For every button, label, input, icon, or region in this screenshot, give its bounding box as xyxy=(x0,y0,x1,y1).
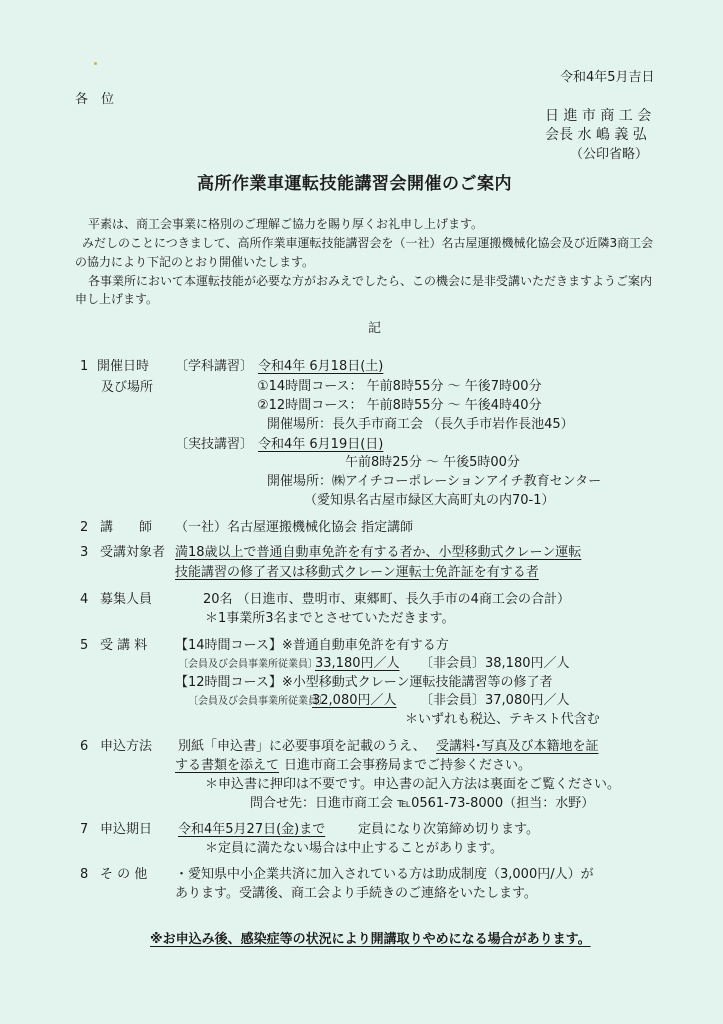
item-1-label: 開催日時 xyxy=(97,359,150,374)
other-line-2: あります。受講後、商工会より手続きのご連絡をいたします。 xyxy=(175,886,537,901)
intro-line-3: の協力により下記のとおり開催いたします。 xyxy=(75,255,315,269)
apply-line-2b: 日進市商工会事務局までご持参ください。 xyxy=(284,758,532,773)
capacity-line-1: 20名 （日進市、豊明市、東郷町、長久手市の4商工会の合計） xyxy=(203,592,570,607)
intro-line-1: 平素は、商工会事業に格別のご理解ご協力を賜り厚くお礼申し上げます。 xyxy=(88,217,484,231)
fee-14-heading: 【14時間コース】※普通自動車免許を有する方 xyxy=(175,638,449,653)
speck-mark xyxy=(94,62,97,65)
intro-line-2: みだしのことにつきまして、高所作業車運転技能講習会を（一社）名古屋運搬機械化協会及び近隣3商工会 xyxy=(82,236,654,250)
ki-heading: 記 xyxy=(368,321,382,336)
deadline-text: 定員になり次第締め切ります。 xyxy=(358,822,539,837)
jitsugi-venue-address: （愛知県名古屋市緑区大高町丸の内70-1） xyxy=(304,493,555,508)
item-2-label: 講 師 xyxy=(100,520,153,535)
item-4-label: 募集人員 xyxy=(100,592,153,607)
item-1-label-2: 及び場所 xyxy=(101,380,154,395)
organization-name: 日 進 市 商 工 会 xyxy=(545,108,652,124)
gakka-venue: 開催場所：長久手市商工会 （長久手市岩作長池45） xyxy=(267,417,574,432)
eligibility-line-1: 満18歳以上で普通自動車免許を有する者か、小型移動式クレーン運転 xyxy=(175,545,582,560)
fee-12-nonmember: 〔非会員〕37,080円／人 xyxy=(420,693,570,708)
item-5-label: 受 講 料 xyxy=(100,638,148,653)
apply-line-1a: 別紙「申込書」に必要事項を記載のうえ、 xyxy=(178,739,426,754)
deadline-note: ＊定員に満たない場合は中止することがあります。 xyxy=(205,841,503,856)
issue-date: 令和4年5月吉日 xyxy=(560,70,655,85)
apply-line-1b: 受講料･写真及び本籍地を証 xyxy=(436,739,599,754)
fee-12-member-tag: 〔会員及び会員事業所従業員〕 xyxy=(188,696,328,707)
jitsugi-date: 令和4年 6月19日(日) xyxy=(258,437,384,452)
jitsugi-tag: 〔実技講習〕 xyxy=(175,437,254,452)
page-title: 高所作業車運転技能講習会開催のご案内 xyxy=(197,174,512,194)
fee-note: ＊いずれも税込、テキスト代含む xyxy=(405,712,600,727)
intro-line-4: 各事業所において本運転技能が必要な方がおみえでしたら、この機会に是非受講いただきますようご案内 xyxy=(88,274,653,288)
fee-14-member-price: 33,180円／人 xyxy=(315,656,400,671)
item-2-number: 2 xyxy=(80,520,89,535)
deadline-date: 令和4年5月27日(金)まで xyxy=(178,822,326,837)
item-3-number: 3 xyxy=(80,545,89,560)
jitsugi-time: 午前8時25分 ～ 午後5時00分 xyxy=(345,455,520,470)
item-8-label: そ の 他 xyxy=(100,867,148,882)
addressee: 各 位 xyxy=(75,92,115,107)
gakka-tag: 〔学科講習〕 xyxy=(175,359,254,374)
capacity-line-2: ＊1事業所3名までとさせていただきます。 xyxy=(205,611,455,626)
item-7-number: 7 xyxy=(80,822,89,837)
contact-info: 問合せ先：日進市商工会 ℡0561-73-8000（担当：水野） xyxy=(250,796,595,811)
chairman-name: 会長 水 嶋 義 弘 xyxy=(545,127,647,143)
apply-seal-note: ＊申込書に押印は不要です。申込書の記入方法は裏面をご覧ください。 xyxy=(205,777,620,792)
item-6-number: 6 xyxy=(80,739,89,754)
item-7-label: 申込期日 xyxy=(100,822,153,837)
cancellation-notice: ※お申込み後、感染症等の状況により開講取りやめになる場合があります。 xyxy=(150,932,591,947)
item-8-number: 8 xyxy=(80,867,89,882)
fee-12-member-price: 32,080円／人 xyxy=(312,693,397,708)
instructor-text: （一社）名古屋運搬機械化協会 指定講師 xyxy=(175,520,414,535)
intro-line-5: 申し上げます。 xyxy=(75,292,159,306)
apply-line-2a: する書類を添えて xyxy=(175,758,280,773)
item-4-number: 4 xyxy=(80,592,89,607)
fee-14-nonmember: 〔非会員〕38,180円／人 xyxy=(420,656,570,671)
gakka-date: 令和4年 6月18日(土) xyxy=(258,359,384,374)
other-line-1: ・愛知県中小企業共済に加入されている方は助成制度（3,000円/人）が xyxy=(175,867,594,882)
item-1-number: 1 xyxy=(80,359,89,374)
fee-14-member-tag: 〔会員及び会員事業所従業員〕 xyxy=(178,659,318,670)
eligibility-line-2: 技能講習の修了者又は移動式クレーン運転士免許証を有する者 xyxy=(175,565,539,580)
fee-12-heading: 【12時間コース】※小型移動式クレーン運転技能講習等の修了者 xyxy=(175,675,553,690)
seal-omitted-note: （公印省略） xyxy=(570,147,649,162)
item-6-label: 申込方法 xyxy=(100,739,153,754)
course-12-time: ②12時間コース： 午前8時55分 ～ 午後4時40分 xyxy=(257,398,542,413)
course-14-time: ①14時間コース： 午前8時55分 ～ 午後7時00分 xyxy=(257,379,542,394)
item-5-number: 5 xyxy=(80,638,89,653)
jitsugi-venue: 開催場所：㈱アイチコーポレーションアイチ教育センター xyxy=(267,474,602,489)
item-3-label: 受講対象者 xyxy=(100,545,166,560)
